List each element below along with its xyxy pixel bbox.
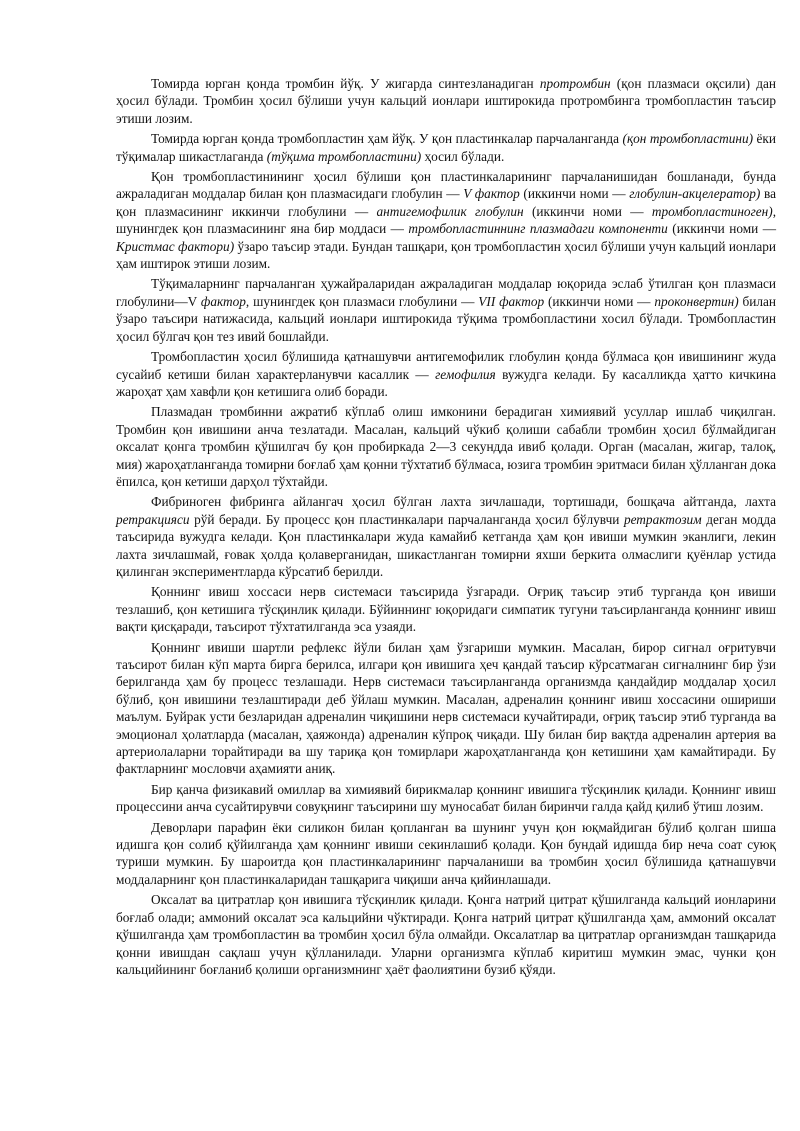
body-paragraph	[116, 583, 776, 635]
italic-term: ретракцияси	[116, 511, 190, 527]
text-run: вужудга келади. Бу касалликда ҳатто кичкина жароҳат ҳам хавфли қон кетишига олиб боради.	[116, 366, 776, 399]
body-paragraph	[116, 819, 776, 889]
italic-term: антигемофилик глобулин	[376, 203, 524, 219]
text-run: Плазмадан тромбинни ажратиб кўплаб олиш имконини берадиган химиявий усуллар ишлаб чиқилган. Тромбин қон ивишини анча тезлатади. Масалан, кальций чўкиб қолиши сабабли тромбин ҳосил бўлмайдиган оксалат қонга тромбин қўшилгач бу қон пробиркада 2—3 секундда ивиб қолади. Орган (масалан, жигар, талоқ, мия) жароҳатланганда томирни боғлаб ҳам қонни тўхтатиб бўлмаса, юзига тромбин эритмаси билан ҳўлланган дока ёпилса, қон кетиши дарҳол тўхтайди.	[116, 404, 776, 489]
body-paragraph	[116, 275, 776, 345]
text-run: (қон плазмаси оқсили) дан ҳосил бўлади. Тромбин ҳосил бўлиши учун кальций ионлари иштирокида протромбинга тромбопластин таъсир этиши лозим.	[116, 76, 777, 126]
text-run: билан ўзаро таъсири натижасида, кальций ионлари иштирокида тўқима тромбопластини хосил бўлади. Тромбопластин ҳосил бўлгач қон тез ивий бошлайди.	[116, 293, 777, 344]
document-page	[116, 75, 776, 978]
body-paragraph	[116, 639, 776, 778]
italic-term: тромбопластиннинг плазмадаги компоненти	[408, 221, 668, 237]
text-run: ва қон плазмасининг иккинчи глобулини —	[116, 186, 776, 219]
italic-term: фактор	[200, 293, 246, 309]
italic-term: протромбин	[539, 76, 611, 91]
text-run: (иккинчи номи —	[519, 186, 630, 202]
text-run: ёки тўқималар шикастлаганда	[116, 131, 776, 164]
text-run: (иккинчи номи —	[667, 221, 777, 237]
text-run: Оксалат ва цитратлар қон ивишига тўсқинлик қилади. Қонга натрий цитрат қўшилганда кальций ионларини боғлаб олади; аммоний оксалат эса кальцийни чўктиради. Қонга натрий цитрат қўшилганда ҳам, аммоний оксалат қўшилганда ҳам тромбопластин ва тромбин ҳосил бўла олмайди. Оксалатлар ва цитратлар организмдан ташқарида қонни ивишдан сақлаш учун қўлланилади. Уларни организмга кўплаб киритиш мумкин эмас, чунки қон кальцийининг боғланиб қолиши организмнинг ҳаёт фаолиятини бузиб қўяди.	[116, 892, 776, 977]
text-run: , шунингдек қон плазмаси глобулини —	[245, 293, 479, 309]
body-paragraph	[116, 403, 776, 490]
text-run: Фибриноген фибринга айлангач ҳосил бўлган лахта зичлашади, тортишади, бошқача айтганда, лахта	[151, 494, 776, 510]
text-run: (иккинчи номи —	[544, 293, 655, 309]
body-paragraph	[116, 130, 776, 165]
italic-term: ретрактозим	[623, 511, 702, 527]
text-run: ҳосил бўлади.	[421, 148, 505, 164]
italic-term: Кристмас фактори)	[116, 238, 235, 254]
text-run: Тўқималарнинг парчаланган ҳужайраларидан ажраладиган моддалар юқорида эслаб ўтилган қон плазмаси глобулини—V	[116, 276, 776, 309]
italic-term: (қон тромбопластини)	[622, 131, 754, 147]
body-paragraph	[116, 781, 776, 816]
text-run: Қоннинг ивиши шартли рефлекс йўли билан ҳам ўзгариши мумкин. Масалан, бирор сигнал оғритувчи таъсирот билан кўп марта бирга берилса, илгари қон ивишига ҳеч қандай таъсир кўрсатмаган сигналнинг бир ўзи берилганда ҳам бу процесс тезлашади. Нерв системаси таъсирланганда организмда қандайдир моддалар ҳосил бўлиб, қон ивишини тезлаштиради деб ўйлаш мумкин. Масалан, адреналин қоннинг ивиш хоссасини ошириши маълум. Буйрак усти безларидан адреналин чиқишини нерв системаси кучайтиради, оғриқ таъсир этиб турганда ва эмоционал ҳолатларда (масалан, ҳаяжонда) адреналин кўпроқ чиқади. Шу билан бир вақтда адреналин артерия ва артериолаларни торайтиради ва шу тариқа қон томирлари жароҳатланганда қон кетишини ҳам камайтиради. Бу фактларнинг мословчи аҳамияти аниқ.	[116, 639, 776, 777]
text-run: Қоннинг ивиш хоссаси нерв системаси таъсирида ўзгаради. Оғриқ таъсир этиб турганда қон ивиши тезлашиб, қон кетишига тўсқинлик қилади. Бўйиннинг юқоридаги симпатик тугуни таъсирланганда қоннинг ивиш вақти қисқаради, таъсирот тўхтатилганда эса узаяди.	[116, 584, 776, 635]
italic-term: VII фактор	[478, 293, 545, 309]
italic-term: V фактор	[463, 186, 520, 202]
text-run: , шунингдек қон плазмасининг яна бир моддаси —	[116, 203, 777, 237]
text-run: рўй беради. Бу процесс қон пластинкалари парчаланганда ҳосил бўлувчи	[189, 511, 624, 527]
text-run: Деворлари парафин ёки силикон билан қопланган ва шунинг учун қон юқмайдиган бўлиб қолган шиша идишга қон солиб қўйилганда ҳам қоннинг ивиши секинлашиб қолади. Қон бундай идишда бир неча соат суюқ туриши мумкин. Бу шароитда қон пластинкаларининг парчаланиши ва тромбин ҳосил бўлишида қатнашувчи моддаларнинг қон пластинкаларидан ташқарига чиқиши анча қийинлашади.	[116, 819, 776, 887]
body-paragraph	[116, 168, 776, 272]
italic-term: (тўқима тромбопластини)	[266, 148, 422, 164]
text-run: (иккинчи номи —	[523, 203, 652, 219]
text-run: Бир қанча физикавий омиллар ва химиявий бирикмалар қоннинг ивишига тўсқинлик қилади. Қоннинг ивиш процессини анча сусайтирувчи совуқнинг таъсирини шу муносабат билан биринчи галда қайд қилиб ўтиш лозим.	[116, 781, 776, 815]
text-run: Қон тромбопластинининг ҳосил бўлиши қон пластинкаларининг парчаланишидан бошланади, бунда ажраладиган моддалар билан қон плазмасидаги глобулин —	[116, 169, 776, 202]
text-run: ўзаро таъсир этади. Бундан ташқари, қон тромбопластин ҳосил бўлиши учун кальций ионлари ҳам иштирок этиши лозим.	[116, 238, 776, 272]
body-paragraph	[116, 75, 776, 127]
text-run: Томирда юрган қонда тромбопластин ҳам йўқ. У қон пластинкалар парчаланганда	[151, 131, 623, 147]
text-run: Тромбопластин ҳосил бўлишида қатнашувчи антигемофилик глобулин қонда бўлмаса қон ивишининг жуда сусайиб кетиши билан характерланувчи касаллик —	[116, 349, 776, 382]
italic-term: гемофилия	[435, 366, 496, 382]
text-run: Томирда юрган қонда тромбин йўқ. У жигарда синтезланадиган	[151, 76, 540, 91]
body-paragraph	[116, 348, 776, 400]
text-run: деган модда таъсирида вужудга келади. Қон пластинкалари жуда камайиб кетганда ҳам қон ивиши мумкин эканлиги, лекин лахта зичлашмай, ғовак ҳолда қолаверганидан, шикастланган томирни яхши беркита олмаслиги қуёнлар устида қилинган экспериментларда кўрсатиб берилди.	[116, 511, 776, 579]
body-paragraph	[116, 493, 776, 580]
italic-term: тромбопластиноген)	[651, 203, 773, 219]
italic-term: проконвертин)	[654, 293, 739, 309]
body-paragraph	[116, 891, 776, 978]
italic-term: глобулин-акцелератор)	[629, 186, 761, 202]
